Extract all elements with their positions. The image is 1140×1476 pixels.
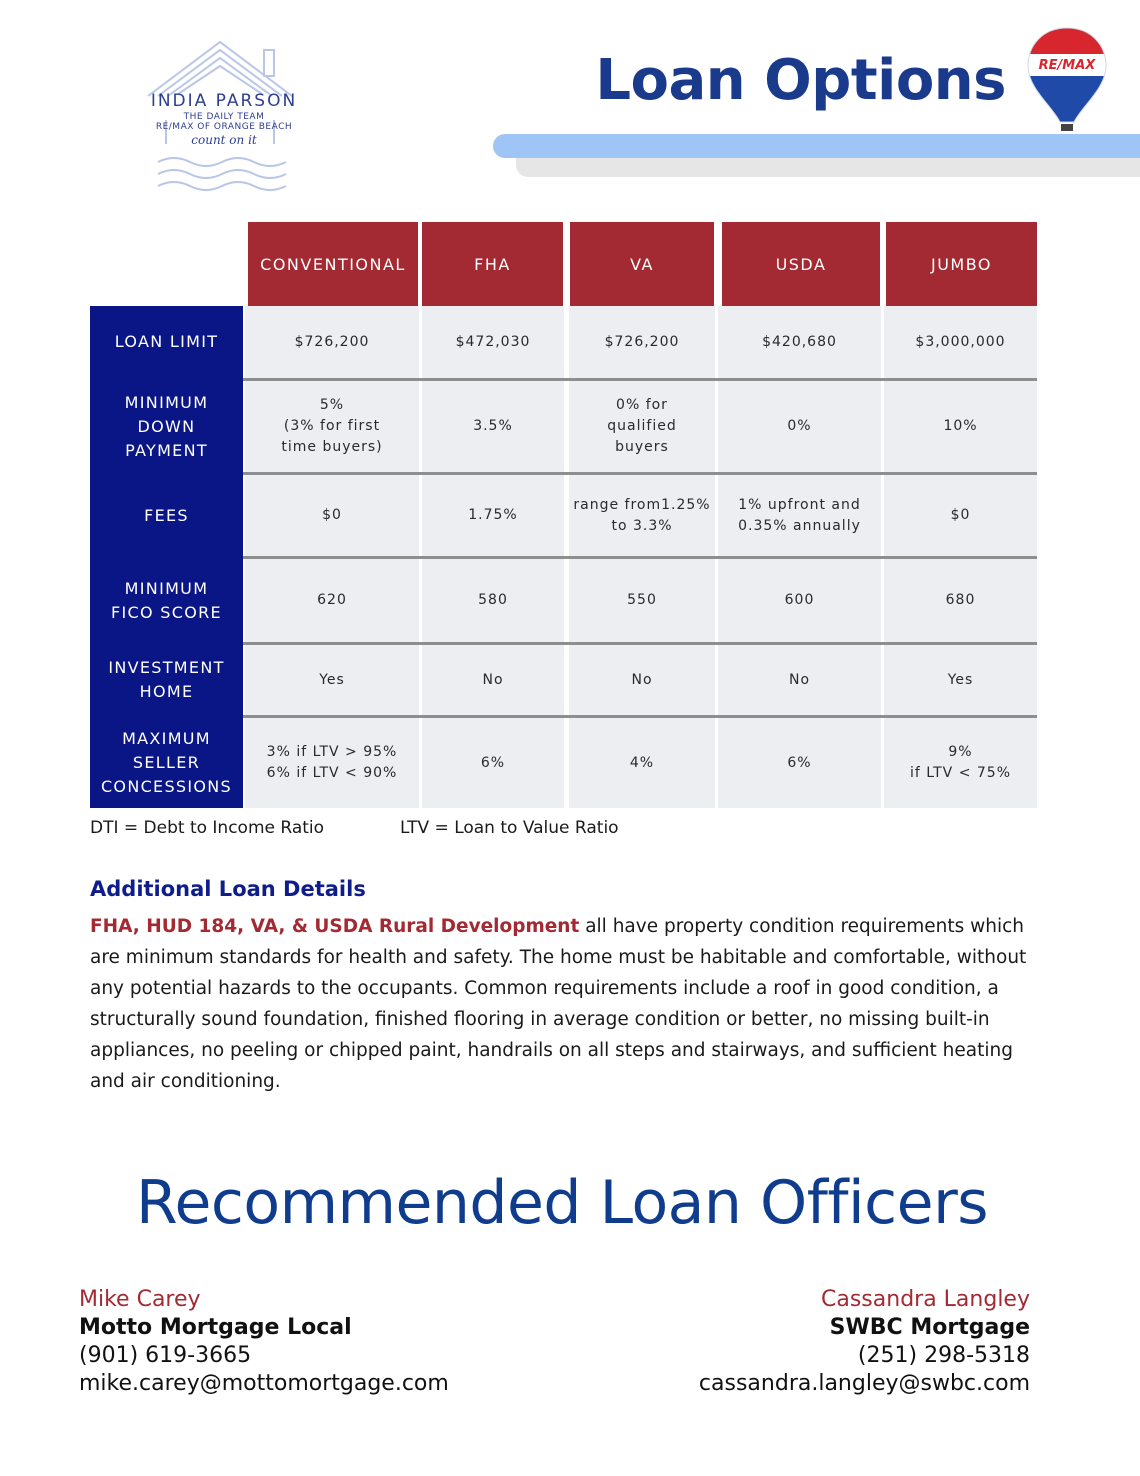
table-cell: $420,680 bbox=[718, 306, 881, 378]
table-cell: $0 bbox=[884, 475, 1037, 556]
table-cell: 0% for qualified buyers bbox=[569, 381, 715, 472]
remax-balloon-label: RE/MAX bbox=[1038, 58, 1096, 73]
row-header-minimum-fico-score: MINIMUM FICO SCORE bbox=[111, 578, 222, 622]
table-cell: $726,200 bbox=[569, 306, 715, 378]
officer-card-cassandra-langley bbox=[699, 1286, 1030, 1398]
logo-brokerage-line: RE/MAX OF ORANGE BEACH bbox=[155, 122, 293, 132]
table-cell: 3% if LTV > 95% 6% if LTV < 90% bbox=[245, 718, 419, 808]
officer-name: Cassandra Langley bbox=[821, 1287, 1030, 1312]
table-cell: 3.5% bbox=[422, 381, 564, 472]
row-header-loan-limit: LOAN LIMIT bbox=[114, 332, 219, 351]
officer-name: Mike Carey bbox=[79, 1287, 201, 1312]
column-header-fha: FHA bbox=[422, 222, 563, 306]
details-highlight: FHA, HUD 184, VA, & USDA Rural Development bbox=[90, 916, 580, 937]
row-header-fees: FEES bbox=[144, 505, 189, 525]
column-header-jumbo: JUMBO bbox=[886, 222, 1037, 306]
table-cell: $472,030 bbox=[422, 306, 564, 378]
table-cell: No bbox=[422, 645, 564, 715]
officer-company: Motto Mortgage Local bbox=[79, 1315, 352, 1340]
row-header-maximum-seller-concessions: MAXIMUM SELLER CONCESSIONS bbox=[100, 729, 233, 796]
table-cell: Yes bbox=[884, 645, 1037, 715]
row-header-investment-home: INVESTMENT HOME bbox=[108, 658, 225, 701]
officer-company: SWBC Mortgage bbox=[829, 1315, 1030, 1340]
table-cell: 6% bbox=[422, 718, 564, 808]
table-cell: 9% if LTV < 75% bbox=[884, 718, 1037, 808]
table-cell: 5% (3% for first time buyers) bbox=[245, 381, 419, 472]
table-cell: No bbox=[718, 645, 881, 715]
details-text: all have property condition requirements which are minimum standards for health and safety. The home must be habitable and comfortable, without any potential hazards to the occupants. Common requirements include a roof in good condition, a structurally sound foundation, finished flooring in average condition or better, no missing built-in appliances, no peeling or chipped paint, handrails on all steps and stairways, and sufficient heating and air conditioning. bbox=[90, 916, 1027, 1092]
logo-name: INDIA PARSON bbox=[150, 91, 298, 111]
table-cell: Yes bbox=[245, 645, 419, 715]
row-header-minimum-down-payment: MINIMUM DOWN PAYMENT bbox=[124, 392, 209, 460]
details-title: Additional Loan Details bbox=[90, 877, 366, 901]
table-cell: $726,200 bbox=[245, 306, 419, 378]
officer-email[interactable]: mike.carey@mottomortgage.com bbox=[79, 1371, 449, 1396]
table-cell: 620 bbox=[245, 559, 419, 642]
table-cell: 6% bbox=[718, 718, 881, 808]
legend-ltv: LTV = Loan to Value Ratio bbox=[400, 818, 619, 838]
logo-team-line: THE DAILY TEAM bbox=[183, 112, 265, 122]
table-cell: No bbox=[569, 645, 715, 715]
table-cell: 1.75% bbox=[422, 475, 564, 556]
table-cell: 1% upfront and 0.35% annually bbox=[718, 475, 881, 556]
column-header-usda: USDA bbox=[722, 222, 880, 306]
table-cell: range from1.25% to 3.3% bbox=[569, 475, 715, 556]
table-cell: 600 bbox=[718, 559, 881, 642]
page-title: Loan Options bbox=[595, 48, 1006, 113]
table-cell: $3,000,000 bbox=[884, 306, 1037, 378]
table-cell: 4% bbox=[569, 718, 715, 808]
column-header-conventional: CONVENTIONAL bbox=[248, 222, 418, 306]
logo-tagline: count on it bbox=[191, 133, 257, 147]
column-header-va: VA bbox=[570, 222, 714, 306]
table-cell: 680 bbox=[884, 559, 1037, 642]
officers-title: Recommended Loan Officers bbox=[135, 1168, 989, 1238]
table-cell: 550 bbox=[569, 559, 715, 642]
details-body bbox=[90, 911, 1040, 1097]
officer-email[interactable]: cassandra.langley@swbc.com bbox=[698, 1371, 1030, 1396]
table-cell: 580 bbox=[422, 559, 564, 642]
table-cell: 10% bbox=[884, 381, 1037, 472]
officer-phone[interactable]: (251) 298-5318 bbox=[857, 1343, 1030, 1368]
officer-card-mike-carey bbox=[79, 1286, 449, 1398]
table-cell: 0% bbox=[718, 381, 881, 472]
table-cell: $0 bbox=[245, 475, 419, 556]
officer-phone[interactable]: (901) 619-3665 bbox=[79, 1343, 252, 1368]
legend-dti: DTI = Debt to Income Ratio bbox=[90, 818, 325, 838]
